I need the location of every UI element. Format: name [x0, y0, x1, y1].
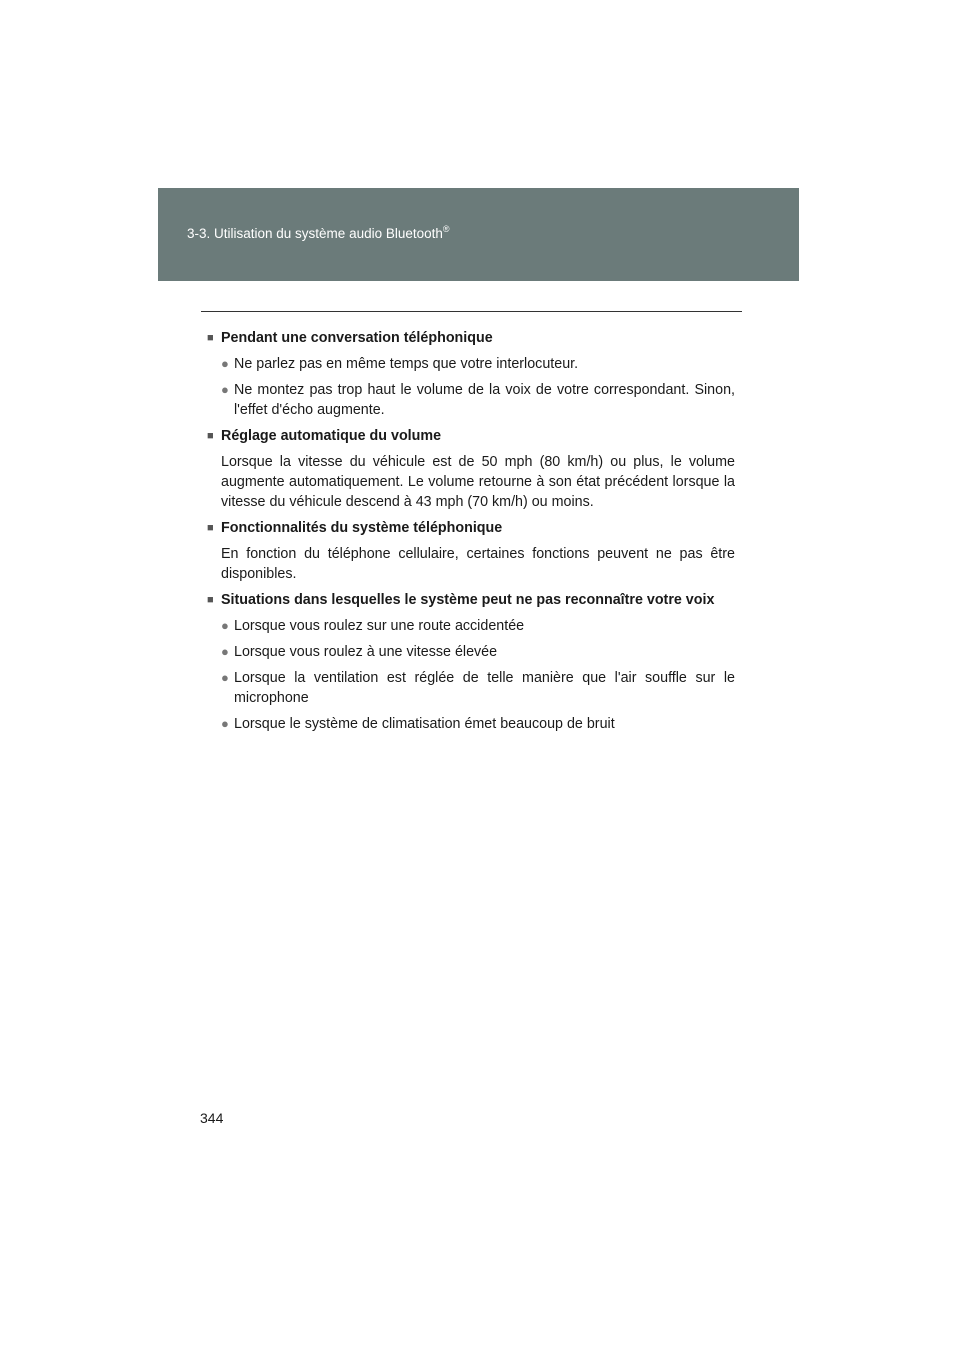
square-bullet-icon: ■ — [207, 430, 214, 442]
circle-bullet-icon: ● — [221, 670, 229, 685]
section-divider — [201, 311, 742, 312]
list-item — [221, 668, 735, 708]
registered-mark: ® — [442, 224, 450, 234]
circle-bullet-icon: ● — [221, 356, 229, 371]
section-conversation — [207, 328, 735, 420]
circle-bullet-icon: ● — [221, 618, 229, 633]
section-heading — [207, 426, 735, 446]
circle-bullet-icon: ● — [221, 716, 229, 731]
section-features — [207, 518, 735, 584]
list-item — [221, 616, 735, 636]
square-bullet-icon: ■ — [207, 522, 214, 534]
page-number: 344 — [200, 1110, 224, 1126]
section-voice-recognition — [207, 590, 735, 734]
section-heading-text: Réglage automatique du volume — [221, 428, 442, 444]
section-heading-text: Pendant une conversation téléphonique — [221, 330, 493, 346]
section-body: En fonction du téléphone cellulaire, certaines fonctions peuvent ne pas être disponibles. — [221, 546, 735, 582]
list-item — [221, 642, 735, 662]
list-item-text: Lorsque la ventilation est réglée de telle manière que l'air souffle sur le microphone — [234, 670, 735, 706]
chapter-title — [187, 226, 450, 241]
square-bullet-icon: ■ — [207, 594, 214, 606]
list-item — [221, 380, 735, 420]
list-item-text: Lorsque vous roulez sur une route accidentée — [234, 618, 525, 634]
page-content — [207, 328, 735, 740]
list-item-text: Ne montez pas trop haut le volume de la voix de votre correspondant. Sinon, l'effet d'écho augmente. — [234, 382, 735, 418]
list-item-text: Ne parlez pas en même temps que votre interlocuteur. — [234, 356, 579, 372]
square-bullet-icon: ■ — [207, 332, 214, 344]
section-heading-text: Fonctionnalités du système téléphonique — [221, 520, 503, 536]
list-item-text: Lorsque vous roulez à une vitesse élevée — [234, 644, 498, 660]
circle-bullet-icon: ● — [221, 382, 229, 397]
list-item — [221, 354, 735, 374]
section-heading — [207, 518, 735, 538]
list-item-text: Lorsque le système de climatisation émet beaucoup de bruit — [234, 716, 615, 732]
section-heading — [207, 590, 735, 610]
section-heading-text: Situations dans lesquelles le système peut ne pas reconnaître votre voix — [221, 592, 715, 608]
chapter-header-band — [158, 188, 799, 281]
section-body: Lorsque la vitesse du véhicule est de 50 mph (80 km/h) ou plus, le volume augmente automatiquement. Le volume retourne à son état précédent lorsque la vitesse du véhicule descend à 43 mph (70 km/h) ou moins. — [221, 454, 735, 510]
section-heading — [207, 328, 735, 348]
list-item — [221, 714, 735, 734]
section-volume — [207, 426, 735, 512]
circle-bullet-icon: ● — [221, 644, 229, 659]
chapter-title-text: 3-3. Utilisation du système audio Bluetooth — [187, 226, 443, 241]
